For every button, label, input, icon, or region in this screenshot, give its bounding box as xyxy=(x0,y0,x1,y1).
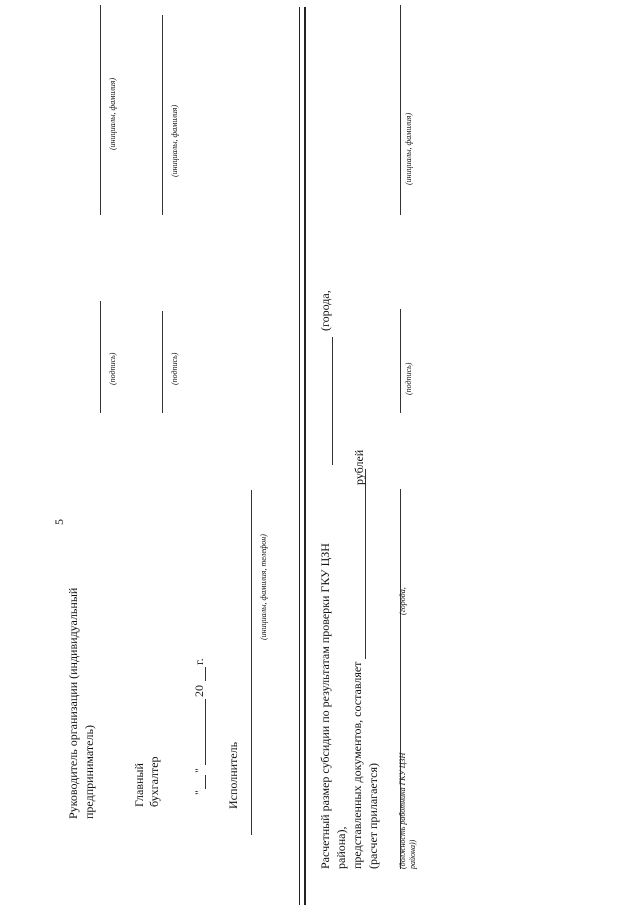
executor-line xyxy=(251,490,252,835)
date-quote-open: " xyxy=(192,790,206,795)
head-name-caption: (инициалы, фамилия) xyxy=(108,77,117,150)
accountant-label-line1: Главный xyxy=(132,763,146,807)
calc-line2: района), xyxy=(334,826,348,869)
date-year-prefix: 20 xyxy=(192,685,206,697)
head-name-line xyxy=(100,5,101,215)
date-year-suffix: г. xyxy=(192,658,206,665)
executor-label: Исполнитель xyxy=(226,741,240,809)
calc-line4: (расчет прилагается) xyxy=(366,763,380,869)
calc-amount-line xyxy=(365,469,366,659)
worker-signature-line xyxy=(400,309,401,413)
calc-rubles: рублей xyxy=(352,449,366,485)
head-label-line2: предприниматель) xyxy=(82,725,96,819)
accountant-signature-caption: (подпись) xyxy=(170,352,179,385)
accountant-label-line2: бухгалтер xyxy=(147,756,161,807)
worker-caption-line1: (должность работника ГКУ ЦЗН xyxy=(398,752,407,869)
worker-caption-city: (города, xyxy=(398,587,407,615)
calc-line1: Расчетный размер субсидии по результатам проверки ГКУ ЦЗН xyxy=(318,543,332,869)
date-month-line xyxy=(205,699,206,765)
accountant-name-line xyxy=(162,15,163,215)
date-day-line xyxy=(205,775,206,789)
page-number: 5 xyxy=(52,519,66,525)
separator-rule-1 xyxy=(299,7,300,905)
calc-city-line xyxy=(332,337,333,465)
worker-caption-line2: района)) xyxy=(408,839,417,869)
head-signature-caption: (подпись) xyxy=(108,352,117,385)
executor-caption: (инициалы, фамилия, телефон) xyxy=(259,534,268,640)
worker-name-caption: (инициалы, фамилия) xyxy=(404,112,413,185)
head-label-line1: Руководитель организации (индивидуальный xyxy=(66,587,80,819)
date-year-line xyxy=(205,667,206,681)
calc-line3: представленных документов, составляет xyxy=(350,661,364,869)
head-signature-line xyxy=(100,301,101,413)
date-quote-close: " xyxy=(192,768,206,773)
accountant-signature-line xyxy=(162,311,163,413)
worker-signature-caption: (подпись) xyxy=(404,362,413,395)
separator-rule-2 xyxy=(304,7,306,905)
worker-name-line xyxy=(400,5,401,215)
accountant-name-caption: (инициалы, фамилия) xyxy=(170,104,179,177)
calc-city: (города, xyxy=(318,290,332,331)
